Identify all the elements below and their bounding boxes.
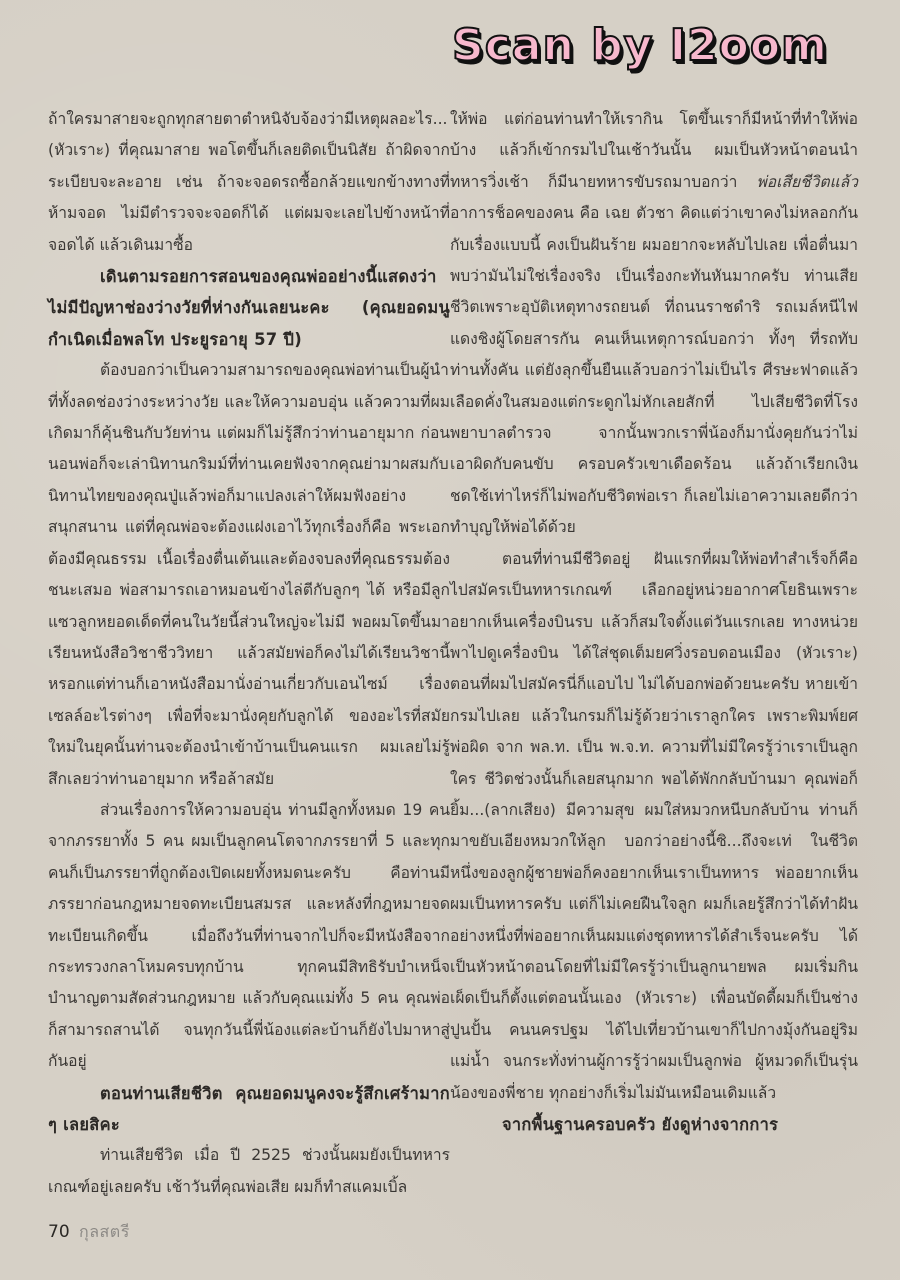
emphasized-quote: พ่อเสียชีวิตแล้ว bbox=[756, 172, 858, 191]
text-segment: จากพื้นฐานครอบครัว ยังดูห่างจากการ bbox=[502, 1115, 779, 1134]
magazine-name: กุลสตรี bbox=[79, 1222, 130, 1241]
page-number: 70 bbox=[48, 1222, 70, 1242]
interviewer-question: เดินตามรอยการสอนของคุณพ่ออย่างนี้แสดงว่าไม่มีปัญหาช่องว่างวัยที่ห่างกันเลยนะคะ (คุณยอดมนูกำเนิดเมื่อพลโท ประยูรอายุ 57 ปี) bbox=[48, 267, 450, 349]
left-column bbox=[48, 104, 450, 1203]
text-segment: อาการช็อคของคน คือ เฉย ตัวชา คิดแต่ว่าเขาคงไม่หลอกกันกับเรื่องแบบนี้ คงเป็นฝันร้าย ผมอยากจะหลับไปเลย เพื่อตื่นมาพบว่ามันไม่ใช่เรื่องจริง เป็นเรื่องกะทันหันมากครับ ท่านเสียชีวิตเพราะอุบัติเหตุทางรถยนต์ ที่ถนนราชดำริ รถเมล์หนีไฟแดงชิงผู้โดยสารกัน คนเห็นเหตุการณ์บอกว่า ทั้งๆ ที่รถทับท่านทั้งคัน แต่ยังลุกขึ้นยืนแล้วบอกว่าไม่เป็นไร ศีรษะฟาดแล้วเลือดคั่งในสมองแต่กระดูกไม่หักเลยสักที่ ไปเสียชีวิตที่โรงพยาบาลตำรวจ จากนั้นพวกเราพี่น้องก็มานั่งคุยกันว่าไม่เอาผิดกับคนขับ ครอบครัวเขาเดือดร้อน แล้วถ้าเรียกเงินชดใช้เท่าไหร่ก็ไม่พอกับชีวิตพ่อเรา ก็เลยไม่เอาความเลยดีกว่า ทำบุญให้พ่อได้ด้วย bbox=[450, 204, 858, 537]
interviewer-question: ตอนท่านเสียชีวิต คุณยอดมนูคงจะรู้สึกเศร้ามาก ๆ เลยสิคะ bbox=[48, 1083, 450, 1134]
interviewer-question bbox=[450, 1109, 858, 1140]
answer-paragraph: ท่านเสียชีวิต เมื่อ ปี 2525 ช่วงนั้นผมยังเป็นทหารเกณฑ์อยู่เลยครับ เช้าวันที่คุณพ่อเสีย ผมก็ทำสแคมเบิ้ล bbox=[48, 1146, 450, 1196]
answer-paragraph: ส่วนเรื่องการให้ความอบอุ่น ท่านมีลูกทั้งหมด 19 คน จากภรรยาทั้ง 5 คน ผมเป็นลูกคนโตจากภรรยาที่ 5 และทุกคนก็เป็นภรรยาที่ถูกต้องเปิดเผยทั้งหมดนะครับ คือท่านมีภรรยาก่อนกฎหมายจดทะเบียนสมรส และหลังที่กฎหมายจดทะเบียนเกิดขึ้น เมื่อถึงวันที่ท่านจากไปก็จะมีหนังสือจากกระทรวงกลาโหมครบทุกบ้าน ทุกคนมีสิทธิรับบำเหน็จบำนาญตามสัดส่วนกฎหมาย แล้วกับคุณแม่ทั้ง 5 คน คุณพ่อก็สามารถสานได้ จนทุกวันนี้พี่น้องแต่ละบ้านก็ยังไปมาหาสู่กันอยู่ bbox=[48, 800, 450, 1071]
scan-watermark: Scan by I2oom bbox=[452, 20, 828, 71]
answer-paragraph bbox=[450, 104, 858, 544]
text-segment: ให้พ่อ แต่ก่อนท่านทำให้เรากิน โตขึ้นเราก็มีหน้าที่ทำให้พ่อบ้าง แล้วก็เข้ากรมไปในเช้าวันนั้น ผมเป็นหัวหน้าตอนนำทหารวิ่งเช้า ก็มีนายทหารขับรถมาบอกว่า bbox=[450, 110, 858, 191]
answer-paragraph: ต้องบอกว่าเป็นความสามารถของคุณพ่อท่านเป็นผู้นำที่ทั้งลดช่องว่างระหว่างวัย และให้ความอบอุ่น แล้วความที่ผมเกิดมาก็คุ้นชินกับวัยท่าน แต่ผมก็ไม่รู้สึกว่าท่านอายุมาก ก่อนนอนพ่อก็จะเล่านิทานกริมม์ที่ท่านเคยฟังจากคุณย่ามาผสมกับนิทานไทยของคุณปู่แล้วพ่อก็มาแปลงเล่าให้ผมฟังอย่างสนุกสนาน แต่ที่คุณพ่อจะต้องแฝงเอาไว้ทุกเรื่องก็คือ พระเอกต้องมีคุณธรรม เนื้อเรื่องตื่นเต้นและต้องจบลงที่คุณธรรมต้องชนะเสมอ พ่อสามารถเอาหมอนข้างไล่ตีกับลูกๆ ได้ หรือมีลูกแซวลูกหยอดเด็ดที่คนในวัยนี้ส่วนใหญ่จะไม่มี พอผมโตขึ้นมาเรียนหนังสือวิชาชีววิทยา แล้วสมัยพ่อก็คงไม่ได้เรียนวิชานี้หรอกแต่ท่านก็เอาหนังสือมานั่งอ่านเกี่ยวกับเอนไซม์ เรื่องเซลล์อะไรต่างๆ เพื่อที่จะมานั่งคุยกับลูกได้ ของอะไรที่สมัยใหม่ในยุคนั้นท่านจะต้องนำเข้าบ้านเป็นคนแรก ผมเลยไม่รู้สึกเลยว่าท่านอายุมาก หรือล้าสมัย bbox=[48, 361, 450, 788]
page-footer bbox=[48, 1220, 130, 1245]
answer-paragraph bbox=[450, 544, 858, 1109]
right-column bbox=[450, 104, 858, 1140]
text-segment: ตอนที่ท่านมีชีวิตอยู่ ฝันแรกที่ผมให้พ่อทำสำเร็จก็คือ ไปสมัครเป็นทหารเกณฑ์ เลือกอยู่หน่วยอากาศโยธินเพราะอยากเห็นเครื่องบินรบ แล้วก็สมใจตั้งแต่วันแรกเลย ทางหน่วยพาไปดูเครื่องบิน ได้ใส่ชุดเต็มยศวิ่งรอบดอนเมือง (หัวเราะ) ตอนที่ผมไปสมัครนี่ก็แอบไป ไม่ได้บอกพ่อด้วยนะครับ หายเข้ากรมไปเลย แล้วในกรมก็ไม่รู้ด้วยว่าเราลูกใคร เพราะพิมพ์ยศพ่อผิด จาก พล.ท. เป็น พ.จ.ท. ความที่ไม่มีใครรู้ว่าเราเป็นลูกใคร ชีวิตช่วงนั้นก็เลยสนุกมาก พอได้พักกลับบ้านมา คุณพ่อก็ยิ้ม...(ลากเสียง) มีความสุข ผมใส่หมวกหนีบกลับบ้าน ท่านก็มาขยับเอียงหมวกให้ลูก บอกว่าอย่างนี้ซิ...ถึงจะเท่ ในชีวิตหนึ่งของลูกผู้ชายพ่อก็คงอยากเห็นเราเป็นทหาร พ่ออยากเห็นผมเป็นทหารครับ แต่ก็ไม่เคยฝืนใจลูก ผมก็เลยรู้สึกว่าได้ทำฝันอย่างหนึ่งที่พ่ออยากเห็นผมแต่งชุดทหารได้สำเร็จนะครับ ได้เป็นหัวหน้าตอนโดยที่ไม่มีใครรู้ว่าเป็นลูกนายพล ผมเริ่มกินเผ็ดเป็นก็ตั้งแต่ตอนนั้นเอง (หัวเราะ) เพื่อนบัดดี้ผมก็เป็นช่างปูนปั้น คนนครปฐม ได้ไปเที่ยวบ้านเขาก็ไปกางมุ้งกันอยู่ริมแม่น้ำ จนกระทั่งท่านผู้การรู้ว่าผมเป็นลูกพ่อ ผู้หมวดก็เป็นรุ่นน้องของพี่ชาย ทุกอย่างก็เริ่มไม่มันเหมือนเดิมแล้ว bbox=[450, 549, 858, 1102]
answer-paragraph: ถ้าใครมาสายจะถูกทุกสายตาตำหนิจับจ้องว่ามีเหตุผลอะไร... (หัวเราะ) ที่คุณมาสาย พอโตขึ้นก็เลยติดเป็นนิสัย ถ้าผิดจากระเบียบจะละอาย เช่น ถ้าจะจอดรถซื้อกล้วยแขกข้างทางที่ห้ามจอด ไม่มีตำรวจจะจอดก็ได้ แต่ผมจะเลยไปข้างหน้าที่จอดได้ แล้วเดินมาซื้อ bbox=[48, 110, 450, 254]
